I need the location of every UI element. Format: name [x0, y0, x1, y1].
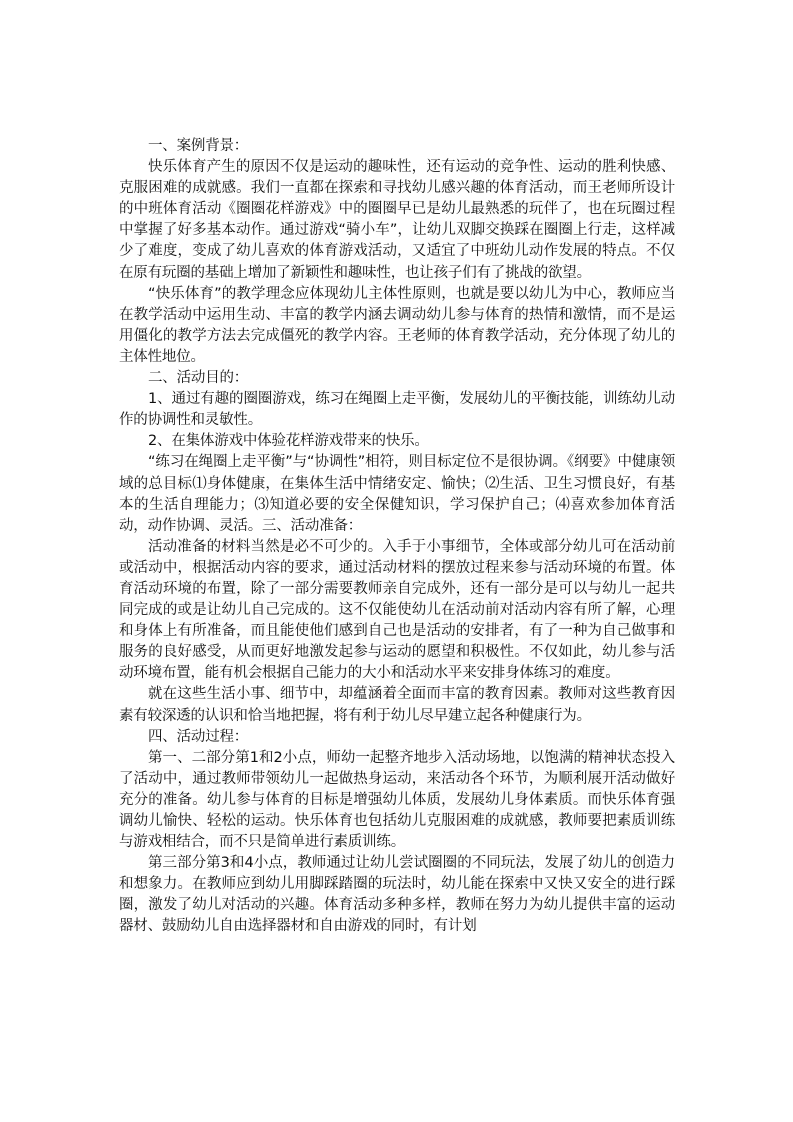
- paragraph: “快乐体育”的教学理念应体现幼儿主体性原则，也就是要以幼儿为中心，教师应当在教学活动中运用生动、丰富的教学内涵去调动幼儿参与体育的热情和激情，而不是运用僵化的教学方法去完成僵死的教学内容。王老师的体育教学活动，充分体现了幼儿的主体性地位。: [119, 285, 675, 365]
- paragraph: 2、在集体游戏中体验花样游戏带来的快乐。: [148, 433, 429, 450]
- paragraph: 活动准备的材料当然是必不可少的。入手于小事细节，全体或部分幼儿可在活动前或活动中，根据活动内容的要求，通过活动材料的摆放过程来参与活动环境的布置。体育活动环境的布置，除了一部分需要教师亲自完成外，还有一部分是可以与幼儿一起共同完成的或是让幼儿自己完成的。这不仅能使幼儿在活动前对活动内容有所了解，心理和身体上有所准备，而且能使他们感到自己也是活动的安排者，有了一种为自己做事和服务的良好感受，从而更好地激发起参与运动的愿望和积极性。不仅如此，幼儿参与活动环境布置，能有机会根据自己能力的大小和活动水平来安排身体练习的难度。: [119, 538, 675, 682]
- section-heading-purpose: 二、活动目的：: [148, 370, 249, 387]
- paragraph: “练习在绳圈上走平衡”与“协调性”相符，则目标定位不是很协调。《纲要》中健康领域的总目标⑴身体健康，在集体生活中情绪安定、愉快；⑵生活、卫生习惯良好，有基本的生活自理能力；⑶知道必要的安全保健知识，学习保护自己；⑷喜欢参加体育活动，动作协调、灵活。三、活动准备：: [119, 454, 675, 534]
- section-heading-background: 一、案例背景：: [148, 138, 249, 154]
- paragraph: 就在这些生活小事、细节中，却蕴涵着全面而丰富的教育因素。教师对这些教育因素有较深透的认识和恰当地把握，将有利于幼儿尽早建立起各种健康行为。: [119, 686, 675, 724]
- section-heading-process: 四、活动过程：: [148, 728, 249, 745]
- paragraph: 第三部分第3和4小点，教师通过让幼儿尝试圈圈的不同玩法，发展了幼儿的创造力和想象力。在教师应到幼儿用脚踩踏圈的玩法时，幼儿能在探索中又快又安全的进行踩圈，激发了幼儿对活动的兴趣。体育活动多种多样，教师在努力为幼儿提供丰富的运动器材、鼓励幼儿自由选择器材和自由游戏的同时，有计划: [119, 855, 675, 935]
- document-body: [119, 136, 675, 938]
- paragraph: 1、通过有趣的圈圈游戏，练习在绳圈上走平衡，发展幼儿的平衡技能，训练幼儿动作的协调性和灵敏性。: [119, 391, 675, 429]
- paragraph: 第一、二部分第1和2小点，师幼一起整齐地步入活动场地，以饱满的精神状态投入了活动中，通过教师带领幼儿一起做热身运动，来活动各个环节，为顺利展开活动做好充分的准备。幼儿参与体育的目标是增强幼儿体质，发展幼儿身体素质。而快乐体育强调幼儿愉快、轻松的运动。快乐体育也包括幼儿克服困难的成就感，教师要把素质训练与游戏相结合，而不只是简单进行素质训练。: [119, 749, 675, 851]
- paragraph: 快乐体育产生的原因不仅是运动的趣味性，还有运动的竞争性、运动的胜利快感、克服困难的成就感。我们一直都在探索和寻找幼儿感兴趣的体育活动，而王老师所设计的中班体育活动《圈圈花样游戏》中的圈圈早已是幼儿最熟悉的玩伴了，也在玩圈过程中掌握了好多基本动作。通过游戏“骑小车”，让幼儿双脚交换踩在圈圈上行走，这样减少了难度，变成了幼儿喜欢的体育游戏活动，又适宜了中班幼儿动作发展的特点。不仅在原有玩圈的基础上增加了新颖性和趣味性，也让孩子们有了挑战的欲望。: [119, 159, 675, 281]
